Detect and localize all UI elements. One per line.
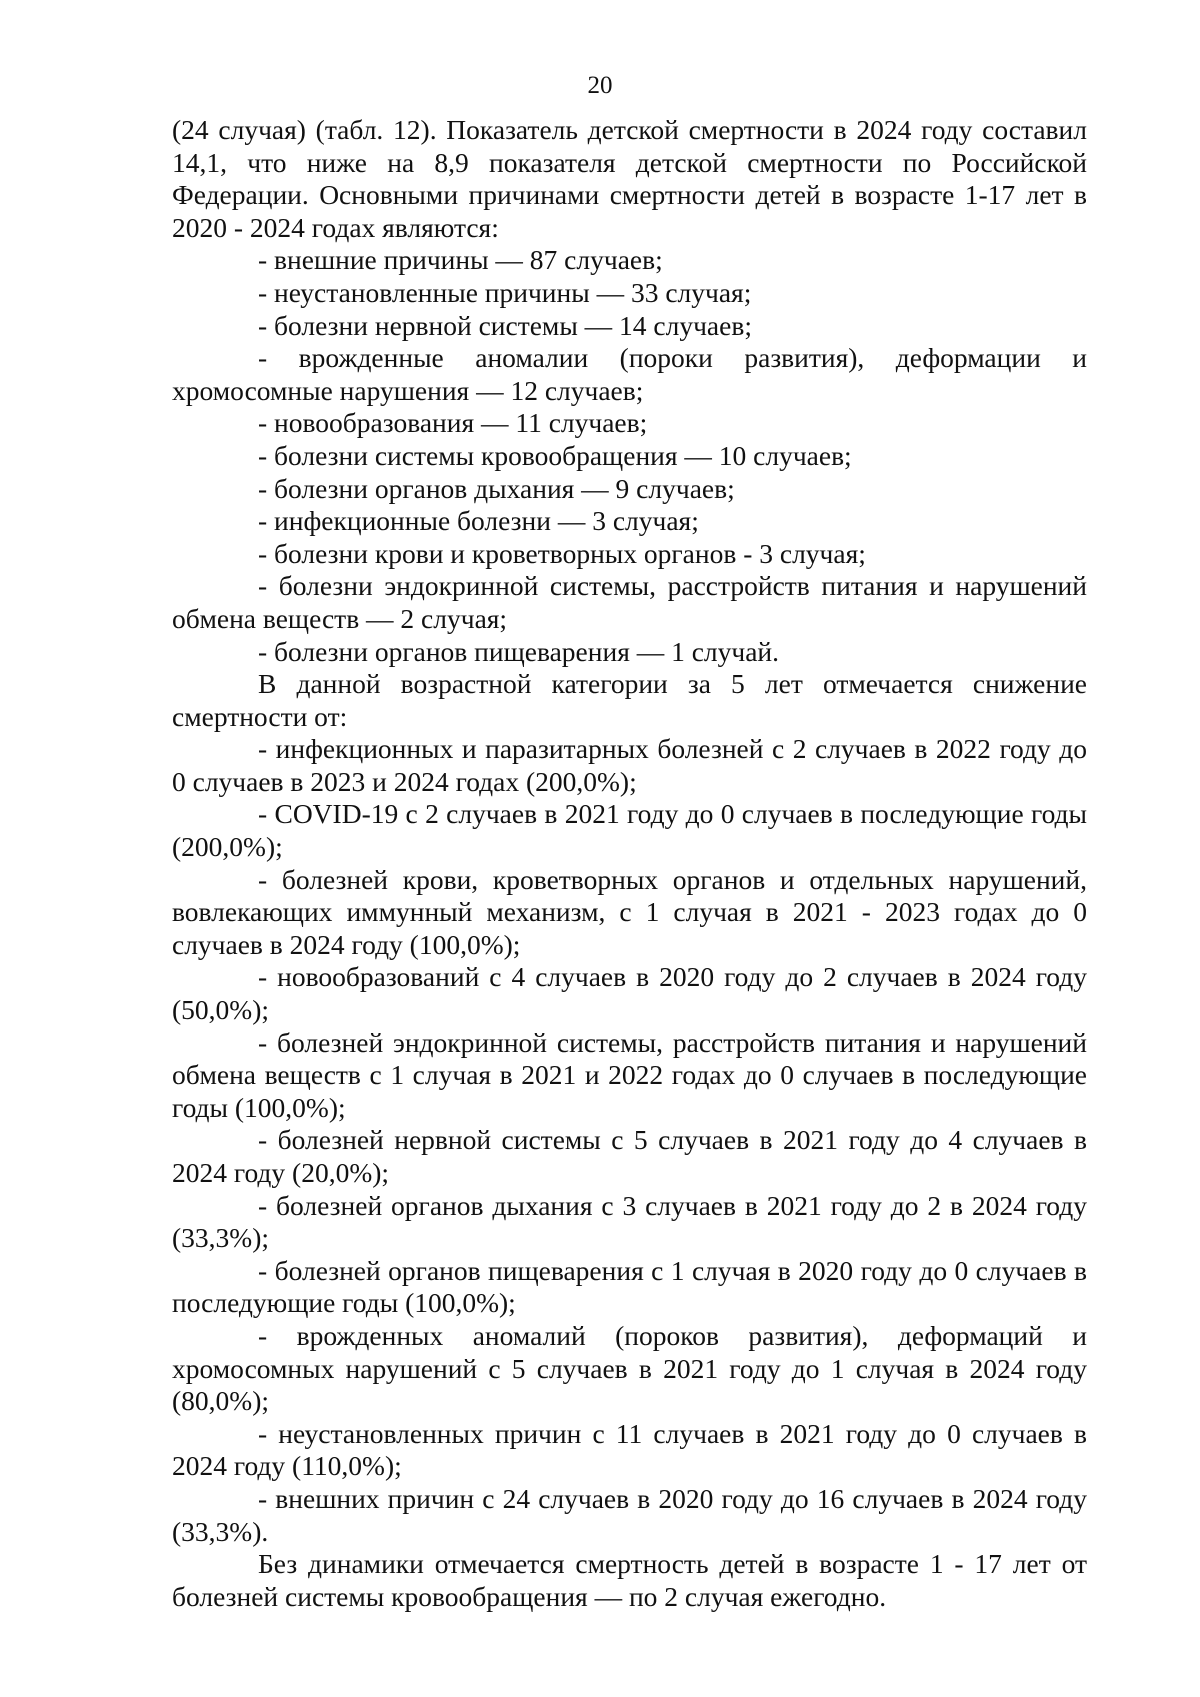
list-item-decline: - болезней крови, кроветворных органов и отдельных нарушений, вовлекающих иммунный механизм, с 1 случая в 2021 - 2023 годах до 0 случаев в 2024 году (100,0%); [172,863,1087,960]
list-item-cause: - болезни нервной системы — 14 случаев; [258,309,752,341]
paragraph-intro: (24 случая) (табл. 12). Показатель детской смертности в 2024 году составил 14,1, что ниже на 8,9 показателя детской смертности по Российской Федерации. Основными причинами смертности детей в возрасте 1-17 лет в 2020 - 2024 годах являются: [172,114,1087,243]
list-item-decline: - инфекционных и паразитарных болезней с 2 случаев в 2022 году до 0 случаев в 2023 и 2024 годах (200,0%); [172,733,1087,797]
list-item-decline: - врожденных аномалий (пороков развития), деформаций и хромосомных нарушений с 5 случаев в 2021 году до 1 случая в 2024 году (80,0%); [172,1319,1087,1417]
list-item-cause: - болезни крови и кроветворных органов - 3 случая; [258,537,866,569]
list-item-cause: - болезни органов дыхания — 9 случаев; [258,472,735,504]
body-text [172,114,1087,1613]
list-item-cause: - новообразования — 11 случаев; [258,407,648,439]
page-number: 20 [587,72,613,99]
list-item-cause: - внешние причины — 87 случаев; [258,244,663,276]
list-item-decline: - внешних причин с 24 случаев в 2020 году до 16 случаев в 2024 году (33,3%). [172,1482,1087,1547]
paragraph-no-change: Без динамики отмечается смертность детей в возрасте 1 - 17 лет от болезней системы кровообращения — по 2 случая ежегодно. [172,1548,1087,1612]
list-item-cause: - неустановленные причины — 33 случая; [258,276,752,308]
list-item-decline: - новообразований с 4 случаев в 2020 году до 2 случаев в 2024 году (50,0%); [172,961,1087,1026]
list-item-decline: - болезней органов пищеварения с 1 случая в 2020 году до 0 случаев в последующие годы (100,0%); [172,1254,1087,1319]
list-item-decline: - COVID-19 с 2 случаев в 2021 году до 0 случаев в последующие годы (200,0%); [172,798,1087,863]
list-item-cause: - болезни системы кровообращения — 10 случаев; [258,439,852,471]
list-item-decline: - болезней органов дыхания с 3 случаев в 2021 году до 2 в 2024 году (33,3%); [172,1189,1087,1254]
list-item-decline: - неустановленных причин с 11 случаев в 2021 году до 0 случаев в 2024 году (110,0%); [172,1417,1087,1482]
paragraph-decline-intro: В данной возрастной категории за 5 лет отмечается снижение смертности от: [172,668,1087,732]
list-item-decline: - болезней нервной системы с 5 случаев в 2021 году до 4 случаев в 2024 году (20,0%); [172,1124,1087,1188]
list-item-cause: - врожденные аномалии (пороки развития), деформации и хромосомные нарушения — 12 случаев; [172,342,1087,406]
list-item-decline: - болезней эндокринной системы, расстройств питания и нарушений обмена веществ с 1 случая в 2021 и 2022 годах до 0 случаев в последующие годы (100,0%); [172,1026,1087,1123]
list-item-cause: - болезни органов пищеварения — 1 случай. [258,635,780,667]
list-item-cause: - болезни эндокринной системы, расстройств питания и нарушений обмена веществ — 2 случая; [172,570,1087,634]
list-item-cause: - инфекционные болезни — 3 случая; [258,505,699,537]
